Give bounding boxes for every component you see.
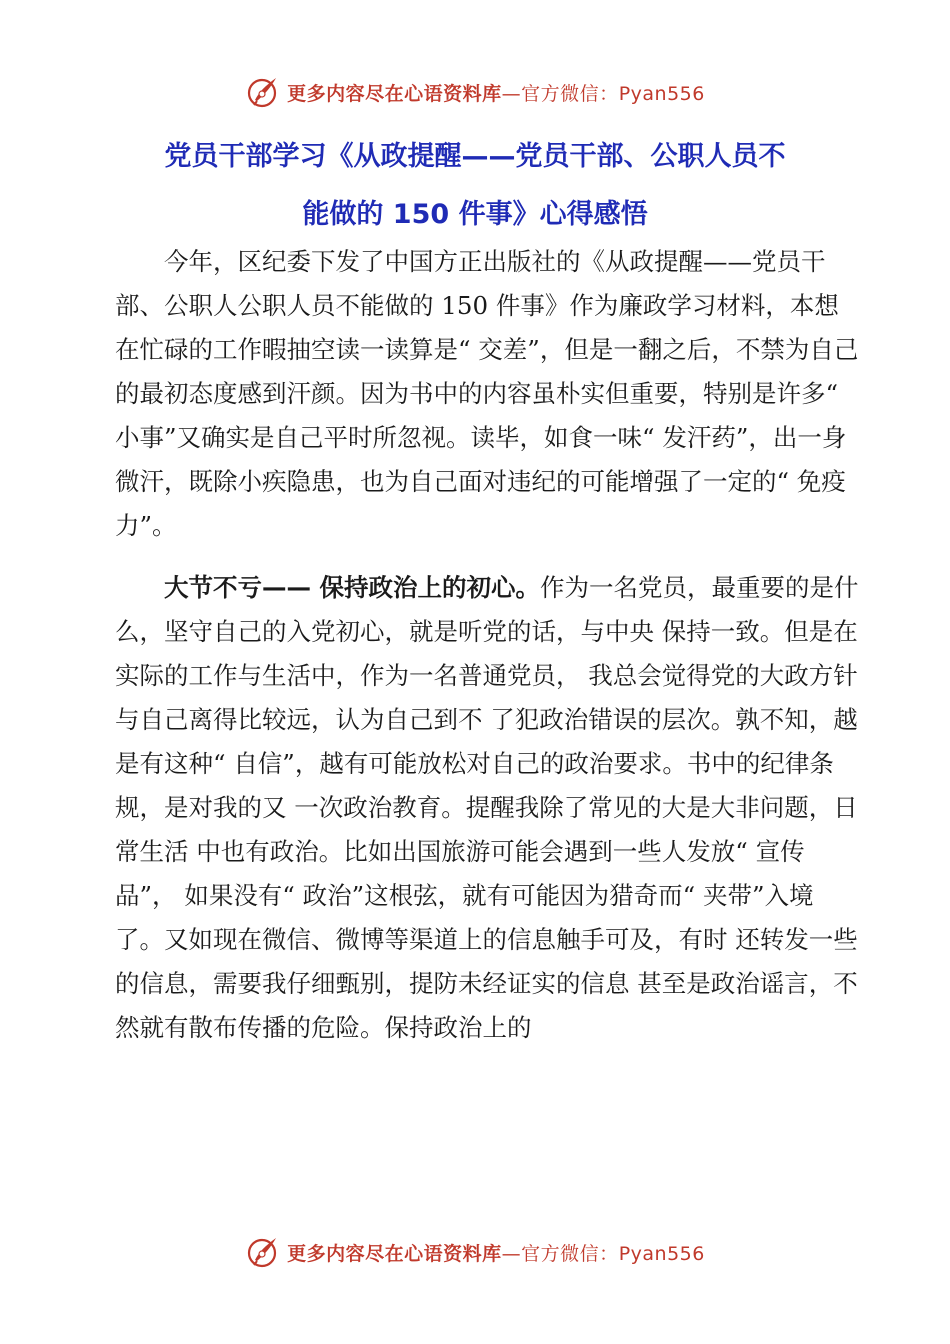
quill-pen-seal-icon <box>245 1234 281 1270</box>
paragraph-1-text: 今年，区纪委下发了中国方正出版社的《从政提醒——党员干部、公职人公职人员不能做的 150 件事》作为廉政学习材料，本想在忙碌的工作暇抽空读一读算是“ 交差”，但是一翻之后，不禁为自己的最初态度感到汗颜。因为书中的内容虽朴实但重要，特别是许多“ 小事”又确实是自己平时所忽视。读毕，如食一味“ 发汗药”，出一身微汗，既除小疾隐患，也为自己面对违纪的可能增强了一定的“ 免疫力”。 <box>115 247 859 540</box>
banner-text <box>287 79 705 106</box>
footer-account: Pyan556 <box>618 1242 705 1265</box>
footer-banner <box>0 1232 950 1272</box>
banner-wechat-label: 官方微信： <box>521 82 619 105</box>
footer-banner-text <box>287 1239 705 1266</box>
title-line-2: 能做的 150 件事》心得感悟 <box>302 199 648 230</box>
paragraph-2 <box>115 566 860 1050</box>
banner-dash: — <box>501 82 522 105</box>
header-banner <box>0 72 950 112</box>
banner-account: Pyan556 <box>618 82 705 105</box>
footer-dash: — <box>501 1242 522 1265</box>
footer-wechat-label: 官方微信： <box>521 1242 619 1265</box>
title-line-1: 党员干部学习《从政提醒——党员干部、公职人员不 <box>164 141 786 172</box>
quill-pen-seal-icon <box>245 74 281 110</box>
paragraph-2-text: 作为一名党员，最重要的是什么，坚守自己的入党初心，就是听党的话，与中央 保持一致。但是在实际的工作与生活中，作为一名普通党员， 我总会觉得党的大政方针与自己离得比较远，认为自己到不 了犯政治错误的层次。孰不知，越是有这种“ 自信”，越有可能放松对自己的政治要求。书中的纪律条规，是对我的又 一次政治教育。提醒我除了常见的大是大非问题，日常生活 中也有政治。比如出国旅游可能会遇到一些人发放“ 宣传品”， 如果没有“ 政治”这根弦，就有可能因为猎奇而“ 夹带”入境了。又如现在微信、微博等渠道上的信息触手可及，有时 还转发一些的信息，需要我仔细甄别，提防未经证实的信息 甚至是政治谣言，不然就有散布传播的危险。保持政治上的 <box>115 573 859 1042</box>
paragraph-2-lead: 大节不亏—— 保持政治上的初心。 <box>164 573 541 602</box>
footer-site-name: 更多内容尽在心语资料库 <box>287 1242 502 1265</box>
document-body <box>115 240 860 1068</box>
document-title <box>100 128 850 244</box>
banner-site-name: 更多内容尽在心语资料库 <box>287 82 502 105</box>
paragraph-1 <box>115 240 860 548</box>
